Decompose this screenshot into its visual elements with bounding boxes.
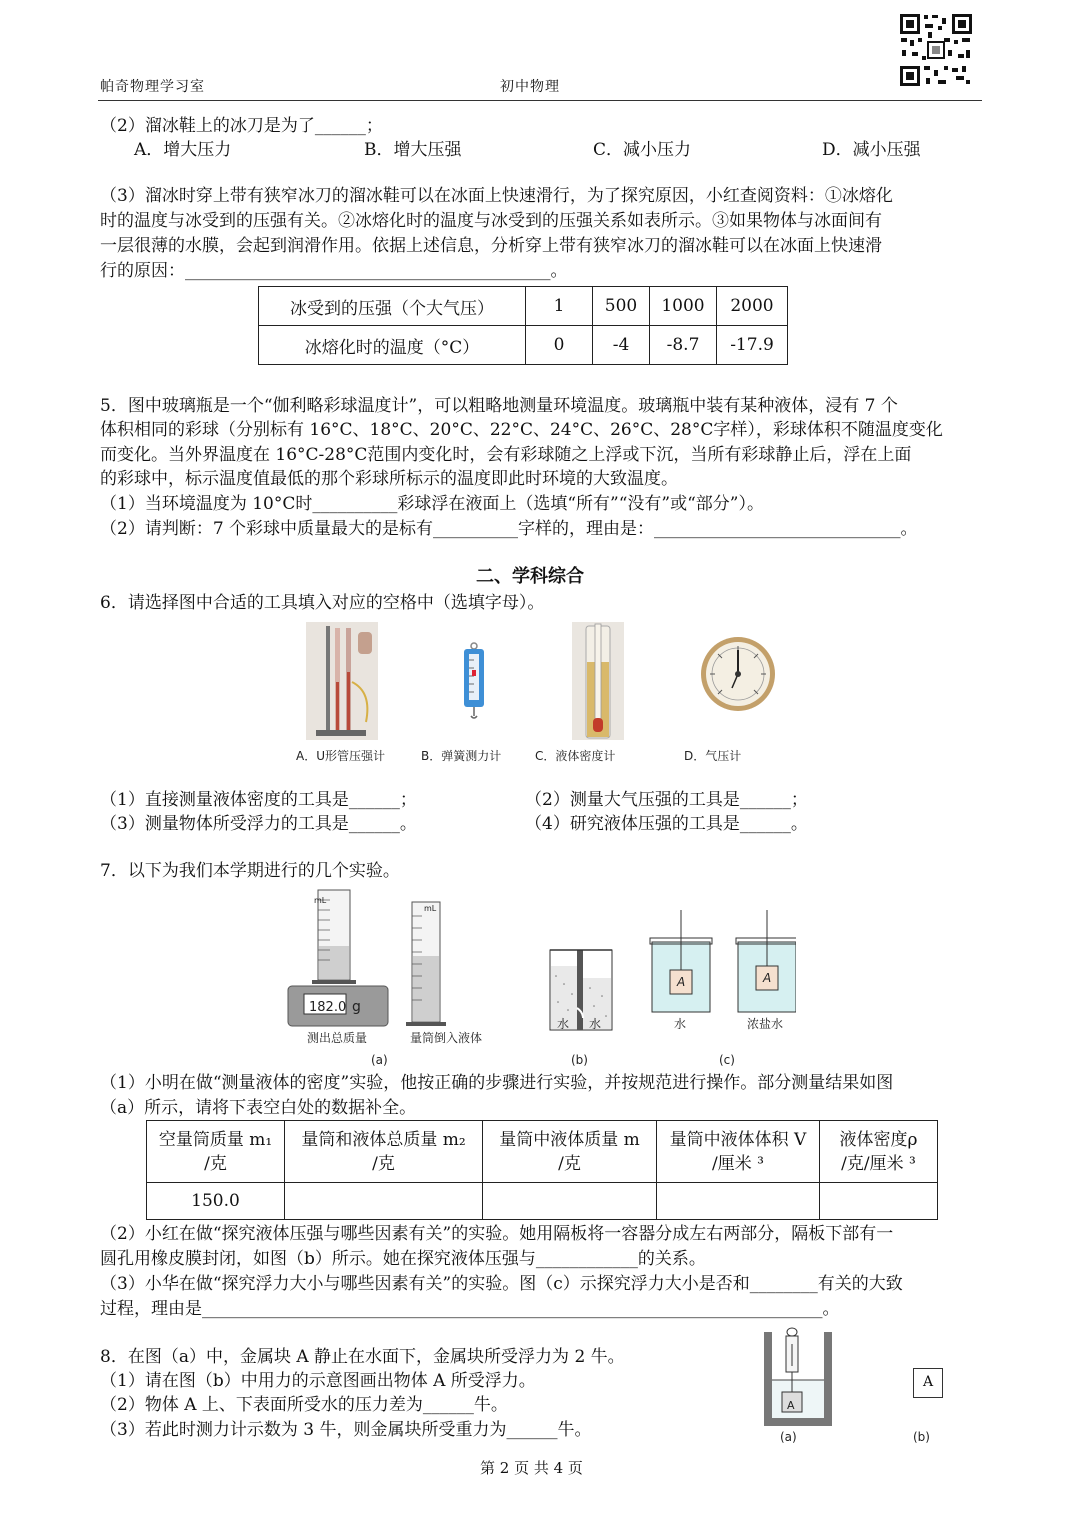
scale-unit: g [352,999,361,1015]
page-footer: 第 2 页 共 4 页 [480,1459,583,1477]
q7-stem: 7．以下为我们本学期进行的几个实验。 [100,861,400,881]
table-cell[interactable] [657,1183,820,1220]
fig-c-left-label: 水 [674,1017,687,1031]
fig-c-right-label: 浓盐水 [747,1017,784,1031]
caption-c: C．液体密度计 [535,749,616,763]
q4-option-d: D．减小压强 [822,140,921,160]
header-left: 帕奇物理学习室 [100,79,205,95]
q6-part1: （1）直接测量液体密度的工具是______； [100,790,417,810]
q6-part3: （3）测量物体所受浮力的工具是______。 [100,814,417,834]
q4-part3-line: （3）溜冰时穿上带有狭窄冰刀的溜冰鞋可以在冰面上快速滑行，为了探究原因，小红查阅资料：①冰熔化 [100,186,893,206]
q7-part3-line: （3）小华在做“探究浮力大小与哪些因素有关”的实验。图（c）示探究浮力大小是否和________有关的大致 [100,1274,903,1294]
barometer-photo [700,628,776,722]
table-header: 量筒和液体总质量 m₂ /克 [285,1121,483,1183]
figure-8a-block-in-water [758,1326,838,1428]
fig-b-left-label: 水 [557,1017,570,1031]
q4-option-a: A．增大压力 [134,140,232,160]
table-cell: 冰受到的压强（个大气压） [259,287,526,326]
table-header: 量筒中液体体积 V /厘米 ³ [657,1121,820,1183]
fig-b-tag: (b) [571,1053,588,1067]
table-cell: 1 [526,287,593,326]
fig-b-right-label: 水 [589,1017,602,1031]
q5-line: 而变化。当外界温度在 16°C-28°C范围内变化时，会有彩球随之上浮或下沉，当所有彩球静止后，浮在上面 [100,445,912,465]
table-cell[interactable] [820,1183,938,1220]
caption-b: B．弹簧测力计 [421,749,502,763]
q4-option-c: C．减小压力 [593,140,692,160]
table-cell: -8.7 [650,326,717,365]
qr-code [898,12,974,88]
q8-part1: （1）请在图（b）中用力的示意图画出物体 A 所受浮力。 [100,1371,536,1391]
header-center: 初中物理 [500,79,560,95]
fig-c-block-label: A [677,975,686,989]
caption-a: A．U形管压强计 [296,749,385,763]
cylinder-unit: mL [424,904,437,913]
fig8b-block: A [913,1368,943,1398]
q4-part3-line: 一层很薄的水膜，会起到润滑作用。依据上述信息，分析穿上带有狭窄冰刀的溜冰鞋可以在冰面上快速滑 [100,236,882,256]
table-header: 空量筒质量 m₁ /克 [147,1121,285,1183]
table-cell: 1000 [650,287,717,326]
fig-c-tag: (c) [719,1053,735,1067]
table-cell: 2000 [717,287,788,326]
table-cell[interactable] [285,1183,483,1220]
q4-part2: （2）溜冰鞋上的冰刀是为了______； [100,116,383,136]
q4-option-b: B．增大压强 [364,140,462,160]
q4-part3-line: 时的温度与冰受到的压强有关。②冰熔化时的温度与冰受到的压强关系如表所示。③如果物体与冰面间有 [100,211,882,231]
section-title: 二、学科综合 [476,566,584,587]
density-table [146,1120,938,1220]
fig8a-block-label: A [787,1399,795,1412]
q5-part1: （1）当环境温度为 10°C时__________彩球浮在液面上（选填“所有”“没有”或“部分”）。 [100,494,765,514]
table-cell: 150.0 [147,1183,285,1220]
q7-part1-line: （a）所示，请将下表空白处的数据补全。 [100,1098,417,1118]
table-cell: -4 [593,326,650,365]
table-cell[interactable] [483,1183,657,1220]
scale-reading: 182.0 [309,1000,347,1015]
cylinder-unit: mL [314,896,327,905]
q6-stem: 6．请选择图中合适的工具填入对应的空格中（选填字母）。 [100,593,545,613]
fig-a-tag: (a) [371,1053,388,1067]
q5-line: 的彩球中，标示温度值最低的那个彩球所标示的温度即此时环境的大致温度。 [100,469,678,489]
table-cell: 0 [526,326,593,365]
table-cell: -17.9 [717,326,788,365]
fig8a-tag: (a) [780,1430,797,1444]
hydrometer-photo [572,622,624,740]
q4-part3-line: 行的原因：___________________________________________。 [100,261,568,281]
table-cell: 冰熔化时的温度（°C） [259,326,526,365]
ice-pressure-table [258,286,788,365]
caption-d: D．气压计 [684,749,742,763]
q6-part4: （4）研究液体压强的工具是______。 [525,814,808,834]
header-rule [98,100,982,101]
table-header: 量筒中液体质量 m /克 [483,1121,657,1183]
q5-line: 体积相同的彩球（分别标有 16°C、18°C、20°C、22°C、24°C、26°C、28°C字样），彩球体积不随温度变化 [100,420,943,440]
figure-c-beakers [644,910,796,1014]
u-tube-manometer-photo [306,622,378,740]
q8-part2: （2）物体 A 上、下表面所受水的压力差为______牛。 [100,1395,508,1415]
spring-scale-photo [458,642,490,720]
q7-part1-line: （1）小明在做“测量液体的密度”实验，他按正确的步骤进行实验，并按规范进行操作。部分测量结果如图 [100,1073,894,1093]
q8-stem: 8．在图（a）中，金属块 A 静止在水面下，金属块所受浮力为 2 牛。 [100,1347,625,1367]
q7-part2-line: （2）小红在做“探究液体压强与哪些因素有关”的实验。她用隔板将一容器分成左右两部分，隔板下部有一 [100,1224,894,1244]
fig-a-label-2: 量筒倒入液体 [410,1031,483,1045]
q7-part3-line: 过程，理由是_________________________________________________________________________。 [100,1299,840,1319]
fig8b-tag: (b) [913,1430,930,1444]
table-cell: 500 [593,287,650,326]
fig-a-label-1: 测出总质量 [307,1031,368,1045]
q8-part3: （3）若此时测力计示数为 3 牛，则金属块所受重力为______牛。 [100,1420,592,1440]
q5-line: 5．图中玻璃瓶是一个“伽利略彩球温度计”，可以粗略地测量环境温度。玻璃瓶中装有某种液体，浸有 7 个 [100,396,898,416]
table-header: 液体密度ρ /克/厘米 ³ [820,1121,938,1183]
q6-part2: （2）测量大气压强的工具是______； [525,790,808,810]
q7-part2-line: 圆孔用橡皮膜封闭，如图（b）所示。她在探究液体压强与____________的关系。 [100,1249,706,1269]
fig-c-block-label: A [763,971,772,985]
q5-part2: （2）请判断：7 个彩球中质量最大的是标有__________字样的，理由是：_____________________________。 [100,519,918,539]
